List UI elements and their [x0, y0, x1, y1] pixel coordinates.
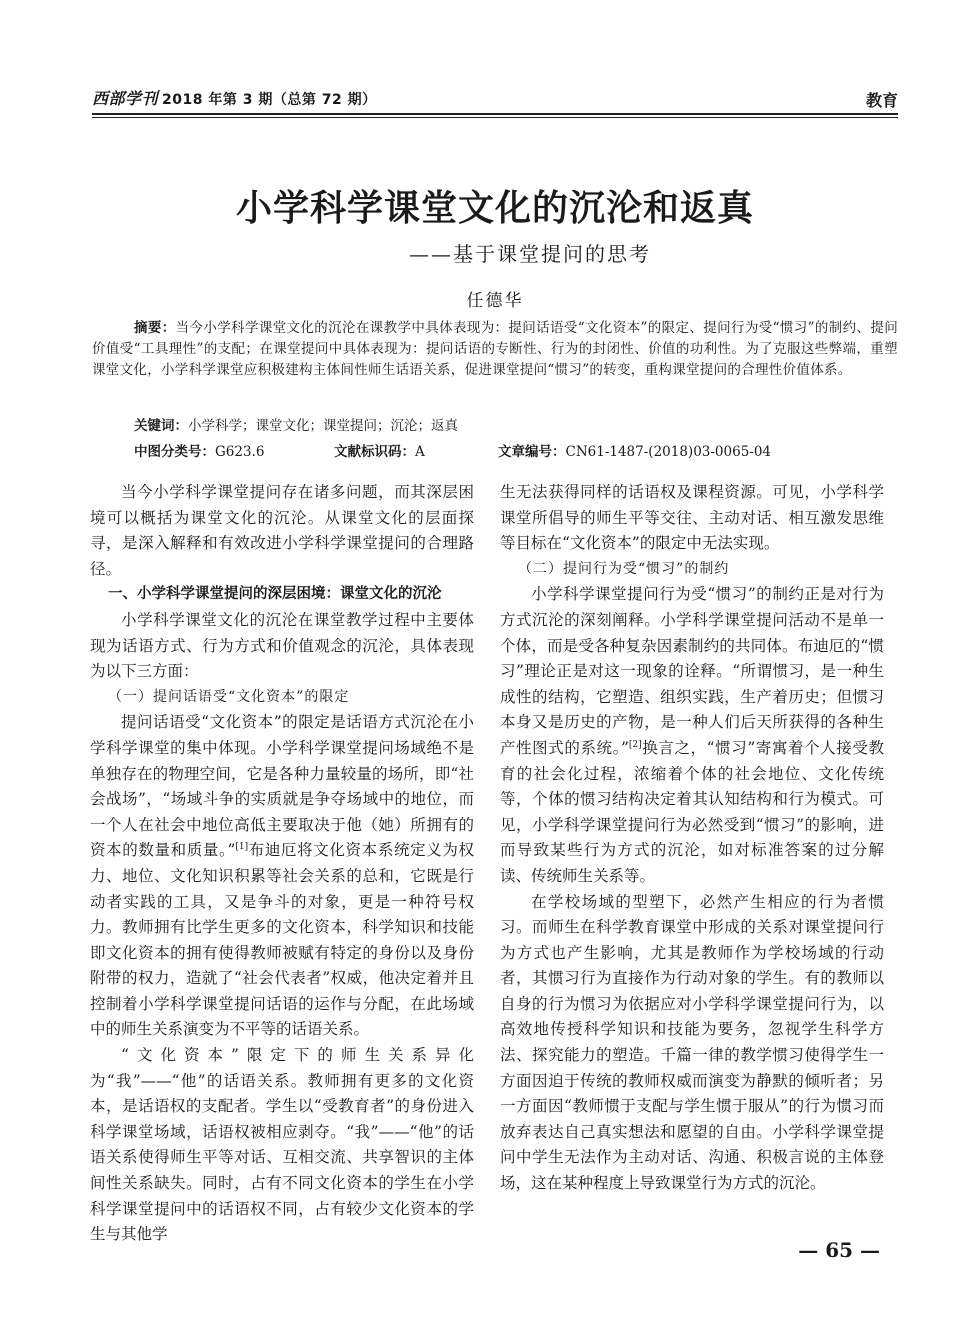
section-tag: 教育	[865, 91, 898, 110]
citation-ref: [2]	[628, 739, 642, 750]
abstract-label: 摘要：	[134, 320, 176, 336]
article-number-label: 文章编号：	[498, 444, 566, 460]
issue-info: 2018 年第 3 期（总第 72 期）	[162, 92, 377, 108]
clc-label: 中图分类号：	[134, 444, 215, 460]
paragraph: 生无法获得同样的话语权及课程资源。可见，小学科学课堂所倡导的师生平等交往、主动对话、相互激发思维等目标在“文化资本”的限定中无法实现。	[500, 483, 884, 553]
journal-info	[92, 86, 377, 109]
abstract	[92, 318, 898, 381]
section-heading: 一、小学科学课堂提问的深层困境：课堂文化的沉沦	[108, 586, 442, 603]
paragraph: “文化资本”限定下的师生关系异化为“我”——“他”的话语关系。教师拥有更多的文化资本，是话语权的支配者。学生以“受教育者”的身份进入科学课堂场域，话语权被相应剥夺。“我”——“他”的话语关系使得师生平等对话、互相交流、共享智识的主体间性关系缺失。同时，占有不同文化资本的学生在小学科学课堂提问中的话语权不同，占有较少文化资本的学生与其他学	[90, 1046, 474, 1244]
doc-label: 文献标识码：	[334, 444, 415, 460]
clc-code	[134, 440, 264, 460]
article-author: 任德华	[466, 291, 524, 311]
running-header	[92, 86, 898, 112]
paragraph	[90, 710, 474, 1043]
paragraph: 当今小学科学课堂提问存在诸多问题，而其深层困境可以概括为课堂文化的沉沦。从课堂文化的层面探寻，是深入解释和有效改进小学科学课堂提问的合理路径。	[90, 483, 474, 578]
citation-ref: [1]	[235, 842, 249, 853]
doc-code	[334, 440, 425, 460]
body-column-left	[90, 480, 474, 1248]
paragraph	[500, 582, 884, 889]
clc-value: G623.6	[215, 444, 265, 460]
doc-value: A	[415, 444, 425, 460]
subsection-heading: （二）提问行为受“惯习”的制约	[518, 560, 730, 577]
classification-row	[134, 440, 898, 460]
keywords-text: 小学科学；课堂文化；课堂提问；沉沦；返真	[188, 418, 458, 434]
paragraph-text: 换言之，“惯习”寄寓着个人接受教育的社会化过程，浓缩着个体的社会地位、文化传统等，个体的惯习结构决定着其认知结构和行为模式。可见，小学科学课堂提问行为必然受到“惯习”的影响，进而导致某些行为方式的沉沦，如对标准答案的过分解读、传统师生关系等。	[500, 738, 884, 885]
abstract-text: 当今小学科学课堂文化的沉沦在课教学中具体表现为：提问话语受“文化资本”的限定、提问行为受“惯习”的制约、提问价值受“工具理性”的支配；在课堂提问中具体表现为：提问话语的专断性、行为的封闭性、价值的功利性。为了克服这些弊端，重塑课堂文化，小学科学课堂应积极建构主体间性师生话语关系，促进课堂提问“惯习”的转变，重构课堂提问的合理性价值体系。	[92, 320, 898, 378]
header-rule	[92, 113, 898, 115]
article-number	[498, 440, 771, 460]
keywords	[134, 414, 898, 434]
paragraph-text: 布迪厄将文化资本系统定义为权力、地位、文化知识积累等社会关系的总和，它既是行动者实践的工具，又是争斗的对象，更是一种符号权力。教师拥有比学生更多的文化资本，科学知识和技能即文化资本的拥有使得教师被赋有特定的身份以及身份附带的权力，造就了“社会代表者”权威，他决定着并且控制着小学科学课堂提问话语的运作与分配，在此场域中的师生关系演变为不平等的话语关系。	[90, 841, 474, 1039]
body-column-right	[500, 480, 884, 1197]
journal-name: 西部学刊	[92, 89, 159, 108]
paragraph: 小学科学课堂文化的沉沦在课堂教学过程中主要体现为话语方式、行为方式和价值观念的沉沦，具体表现为以下三方面：	[90, 610, 474, 681]
article-title: 小学科学课堂文化的沉沦和返真	[235, 187, 754, 229]
subsection-heading: （一）提问话语受“文化资本”的限定	[108, 688, 350, 705]
article-number-value: CN61-1487-(2018)03-0065-04	[565, 444, 772, 460]
article-subtitle: ——基于课堂提问的思考	[409, 242, 651, 266]
keywords-label: 关键词：	[134, 418, 188, 434]
header-rule-thin	[92, 117, 898, 118]
paragraph-text: 提问话语受“文化资本”的限定是话语方式沉沦在小学科学课堂的集中体现。小学科学课堂提问场域绝不是单独存在的物理空间，它是各种力量较量的场所，即“社会战场”，“场域斗争的实质就是争夺场域中的地位，而一个人在社会中地位高低主要取决于他（她）所拥有的资本的数量和质量。”	[90, 713, 474, 860]
paragraph-text: 小学科学课堂提问行为受“惯习”的制约正是对行为方式沉沦的深刻阐释。小学科学课堂提问活动不是单一个体，而是受各种复杂因素制约的共同体。布迪厄的“惯习”理论正是对这一现象的诠释。“所谓惯习，是一种生成性的结构，它塑造、组织实践，生产着历史；但惯习本身又是历史的产物，是一种人们后天所获得的各种生产性图式的系统。”	[500, 585, 884, 757]
page-number: — 65 —	[798, 1238, 880, 1262]
paragraph: 在学校场域的型塑下，必然产生相应的行为者惯习。而师生在科学教育课堂中形成的关系对课堂提问行为方式也产生影响，尤其是教师作为学校场域的行动者，其惯习行为直接作为行动对象的学生。有的教师以自身的行为惯习为依据应对小学科学课堂提问行为，以高效地传授科学知识和技能为要务，忽视学生科学方法、探究能力的塑造。千篇一律的教学惯习使得学生一方面因迫于传统的教师权威而演变为静默的倾听者；另一方面因“教师惯于支配与学生惯于服从”的行为惯习而放弃表达自己真实想法和愿望的自由。小学科学课堂提问中学生无法作为主动对话、沟通、积极言说的主体登场，这在某种程度上导致课堂行为方式的沉沦。	[500, 892, 884, 1193]
